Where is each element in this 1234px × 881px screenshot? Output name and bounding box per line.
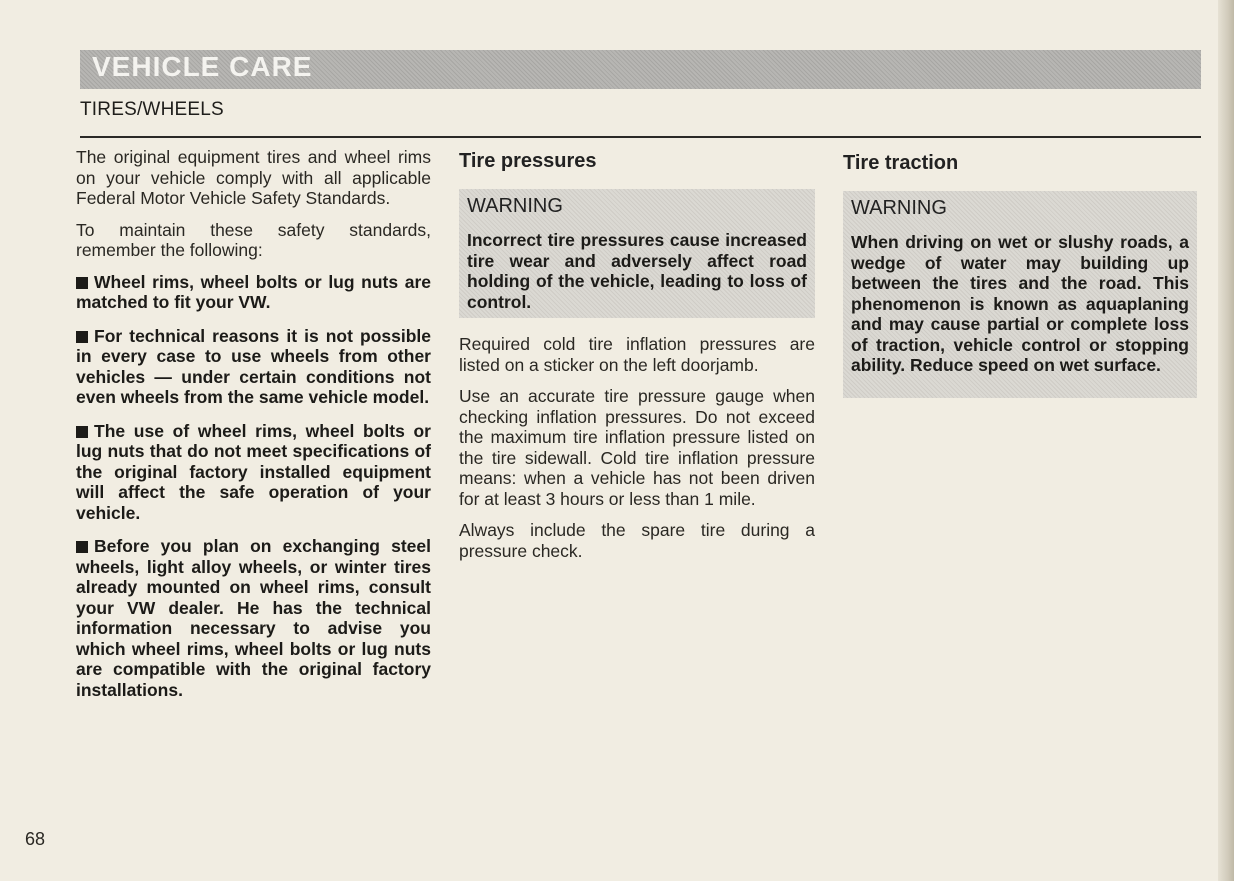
page-edge-shadow xyxy=(1218,0,1234,881)
warning-title: WARNING xyxy=(851,197,947,219)
list-item-text: The use of wheel rims, wheel bolts or lug nuts that do not meet specifications of the original factory installed equipment will affect the safe operation of your vehicle. xyxy=(76,420,431,523)
list-item-text: Wheel rims, wheel bolts or lug nuts are matched to fit your VW. xyxy=(76,271,431,312)
list-item xyxy=(76,272,431,313)
warning-title: WARNING xyxy=(467,195,563,217)
column-tire-pressures xyxy=(459,150,815,572)
maintain-paragraph: To maintain these safety standards, remember the following: xyxy=(76,219,431,260)
warning-text: Incorrect tire pressures cause increased tire wear and adversely affect road holding of the vehicle, leading to loss of control. xyxy=(467,230,807,312)
warning-text: When driving on wet or slushy roads, a wedge of water may building up between the tires and the road. This phenomenon is known as aquaplaning and may cause partial or complete loss of traction, vehicle control or stopping ability. Reduce speed on wet surface. xyxy=(851,232,1189,375)
section-title: VEHICLE CARE xyxy=(92,51,313,82)
list-item xyxy=(76,326,431,408)
heading-rule xyxy=(80,136,1201,138)
list-item xyxy=(76,536,431,700)
pressure-paragraph: Always include the spare tire during a pressure check. xyxy=(459,520,815,561)
bullet-square-icon xyxy=(76,541,88,553)
tire-pressures-heading: Tire pressures xyxy=(459,150,597,172)
bullet-square-icon xyxy=(76,331,88,343)
tire-traction-heading: Tire traction xyxy=(843,152,959,174)
bullet-square-icon xyxy=(76,277,88,289)
pressure-paragraph: Use an accurate tire pressure gauge when checking inflation pressures. Do not exceed the maximum tire inflation pressure listed on the tire sidewall. Cold tire inflation pressure means: when a vehicle has not been driven for at least 3 hours or less than 1 mile. xyxy=(459,386,815,509)
bullet-square-icon xyxy=(76,426,88,438)
list-item xyxy=(76,421,431,524)
section-banner xyxy=(80,50,1201,89)
column-tire-traction xyxy=(843,152,1197,414)
pressure-paragraph: Required cold tire inflation pressures are listed on a sticker on the left doorjamb. xyxy=(459,334,815,375)
column-wheels xyxy=(76,147,431,713)
pressure-warning-box xyxy=(459,189,815,318)
intro-paragraph: The original equipment tires and wheel rims on your vehicle comply with all applicable Federal Motor Vehicle Safety Standards. xyxy=(76,147,431,208)
list-item-text: Before you plan on exchanging steel wheels, light alloy wheels, or winter tires already mounted on wheel rims, consult your VW dealer. He has the technical information necessary to advise you which wheel rims, wheel bolts or lug nuts are compatible with the original factory installations. xyxy=(76,536,431,700)
list-item-text: For technical reasons it is not possible in every case to use wheels from other vehicles — under certain conditions not even wheels from the same vehicle model. xyxy=(76,325,431,407)
traction-warning-box xyxy=(843,191,1197,398)
subsection-title: TIRES/WHEELS xyxy=(80,99,224,120)
page-number: 68 xyxy=(25,829,46,849)
